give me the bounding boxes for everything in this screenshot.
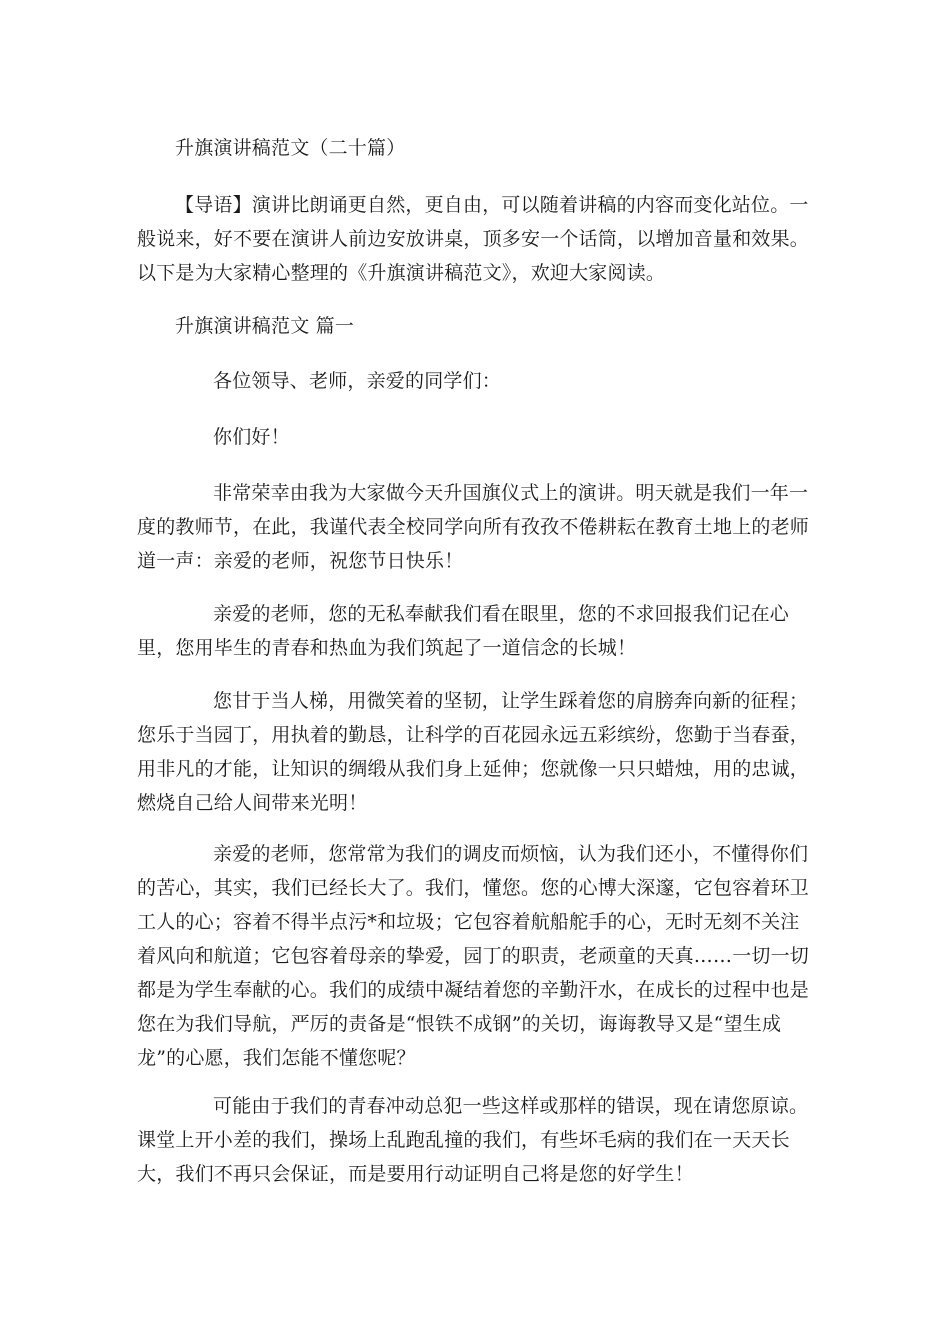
body-paragraph-4: 亲爱的老师，您常常为我们的调皮而烦恼，认为我们还小，不懂得你们的苦心，其实，我们已经长大了。我们，懂您。您的心博大深邃，它包容着环卫工人的心；容着不得半点污*和垃圾；它包容着航船舵手的心，无时无刻不关注着风向和航道；它包容着母亲的挚爱，园丁的职责，老顽童的天真……一切一切都是为学生奉献的心。我们的成绩中凝结着您的辛勤汗水，在成长的过程中也是您在为我们导航，严厉的责备是“恨铁不成钢”的关切，诲诲教导又是“望生成龙”的心愿，我们怎能不懂您呢？ [137, 843, 810, 1069]
intro-paragraph: 【导语】演讲比朗诵更自然，更自由，可以随着讲稿的内容而变化站位。一般说来，好不要在演讲人前边安放讲桌，顶多安一个话筒，以增加音量和效果。以下是为大家精心整理的《升旗演讲稿范文》，欢迎大家阅读。 [137, 194, 810, 284]
body-paragraph-2: 亲爱的老师，您的无私奉献我们看在眼里，您的不求回报我们记在心里，您用毕生的青春和热血为我们筑起了一道信念的长城！ [137, 603, 790, 659]
greeting-line: 各位领导、老师，亲爱的同学们： [213, 370, 502, 392]
body-paragraph-3: 您甘于当人梯，用微笑着的坚韧，让学生踩着您的肩膀奔向新的征程；您乐于当园丁，用执着的勤恳，让科学的百花园永远五彩缤纷，您勤于当春蚕，用非凡的才能，让知识的绸缎从我们身上延伸；您就像一只只蜡烛，用的忠诚，燃烧自己给人间带来光明！ [137, 690, 810, 814]
hello-line: 你们好！ [213, 426, 290, 448]
body-paragraph-1: 非常荣幸由我为大家做今天升国旗仪式上的演讲。明天就是我们一年一度的教师节，在此，我谨代表全校同学向所有孜孜不倦耕耘在教育土地上的老师道一声：亲爱的老师，祝您节日快乐！ [137, 482, 810, 572]
body-paragraph-5: 可能由于我们的青春冲动总犯一些这样或那样的错误，现在请您原谅。课堂上开小差的我们，操场上乱跑乱撞的我们，有些坏毛病的我们在一天天长大，我们不再只会保证，而是要用行动证明自己将是您的好学生！ [137, 1095, 809, 1185]
document-title: 升旗演讲稿范文（二十篇） [175, 137, 406, 159]
section-heading: 升旗演讲稿范文 篇一 [175, 315, 355, 337]
